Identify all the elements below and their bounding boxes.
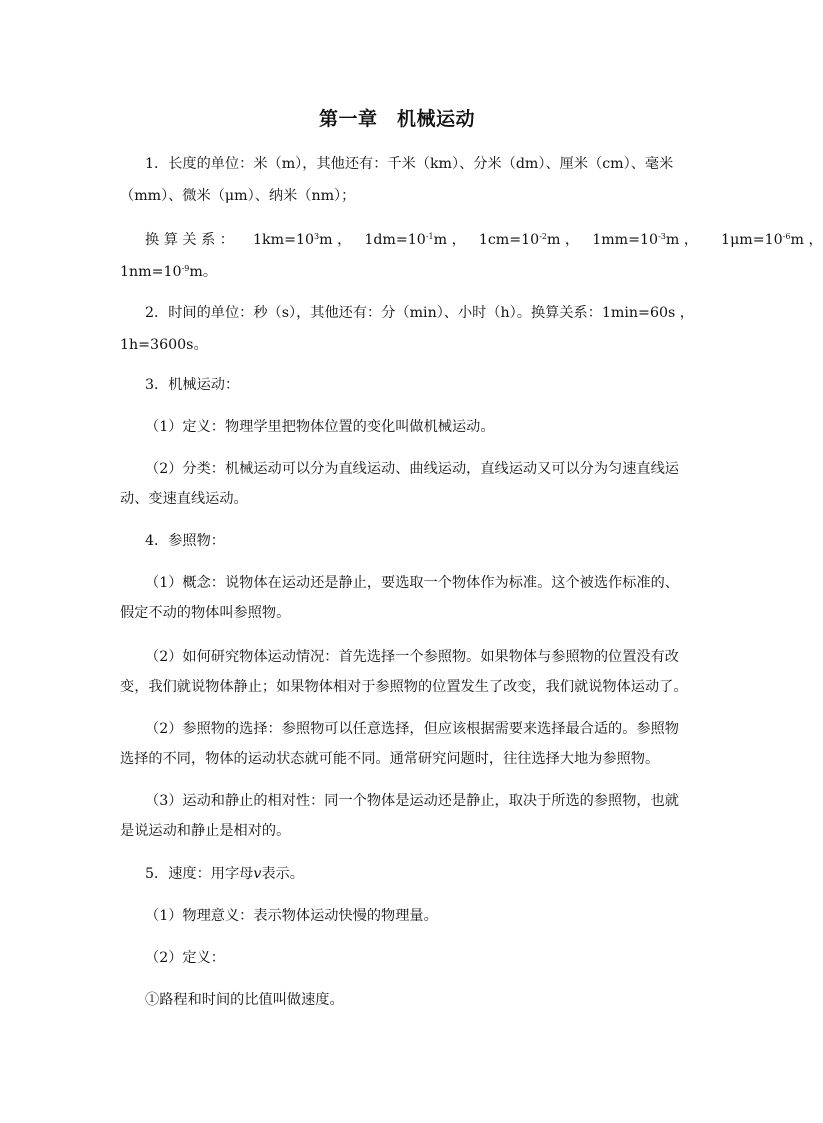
paragraph-line: ①路程和时间的比值叫做速度。 [145, 992, 344, 1008]
conversion-label: 换 算 关 系 ： [145, 232, 234, 248]
paragraph-line: （2）分类：机械运动可以分为直线运动、曲线运动，直线运动又可以分为匀速直线运 [145, 461, 679, 477]
section-heading: 5．速度：用字母v表示。 [145, 866, 304, 882]
paragraph-line: （1）物理意义：表示物体运动快慢的物理量。 [145, 908, 438, 924]
paragraph-line: （mm）、微米（μm）、纳米（nm）； [120, 188, 356, 204]
paragraph-line: 变，我们就说物体静止；如果物体相对于参照物的位置发生了改变，我们就说物体运动了。 [120, 679, 688, 695]
section-heading: 3．机械运动： [145, 377, 240, 393]
conversion-nm: $1nm=10^{-9}m$。 [120, 264, 218, 280]
conversion-km: $1km=10^3m$ ， [253, 232, 352, 248]
conversion-cm: $1cm=10^{-2}m$ ， [478, 232, 580, 248]
velocity-symbol: v [253, 866, 262, 882]
conversion-dm: $1dm=10^{-1}m$ ， [364, 232, 466, 248]
paragraph-line: 选择的不同，物体的运动状态就可能不同。通常研究问题时，往往选择大地为参照物。 [120, 751, 660, 767]
conversion-mm: $1mm=10^{-3}m$ ， [592, 232, 699, 248]
paragraph-line: （1）定义：物理学里把物体位置的变化叫做机械运动。 [145, 419, 495, 435]
paragraph-line: 2．时间的单位：秒（s），其他还有：分（min）、小时（h）。换算关系：1min=60s ， [145, 305, 694, 321]
conversion-line [145, 230, 823, 250]
paragraph-line: （3）运动和静止的相对性：同一个物体是运动还是静止，取决于所选的参照物，也就 [145, 793, 679, 809]
paragraph-line: （2）参照物的选择：参照物可以任意选择，但应该根据需要来选择最合适的。参照物 [145, 721, 679, 737]
paragraph-line: 是说运动和静止是相对的。 [120, 823, 291, 839]
paragraph-line: （2）定义： [145, 950, 225, 966]
paragraph-line: 动、变速直线运动。 [120, 491, 248, 507]
conversion-um: $1\mu m=10^{-6}m$ ， [721, 232, 823, 248]
paragraph-line: 假定不动的物体叫参照物。 [120, 605, 291, 621]
paragraph-line: （2）如何研究物体运动情况：首先选择一个参照物。如果物体与参照物的位置没有改 [145, 649, 679, 665]
paragraph-line: 1．长度的单位：米（m），其他还有：千米（km）、分米（dm）、厘米（cm）、毫米 [145, 156, 674, 172]
section-heading: 4．参照物： [145, 533, 225, 549]
paragraph-line: （1）概念：说物体在运动还是静止，要选取一个物体作为标准。这个被选作标准的、 [145, 575, 679, 591]
chapter-title: 第一章 机械运动 [318, 108, 475, 130]
paragraph-line: 1h=3600s。 [120, 337, 208, 353]
